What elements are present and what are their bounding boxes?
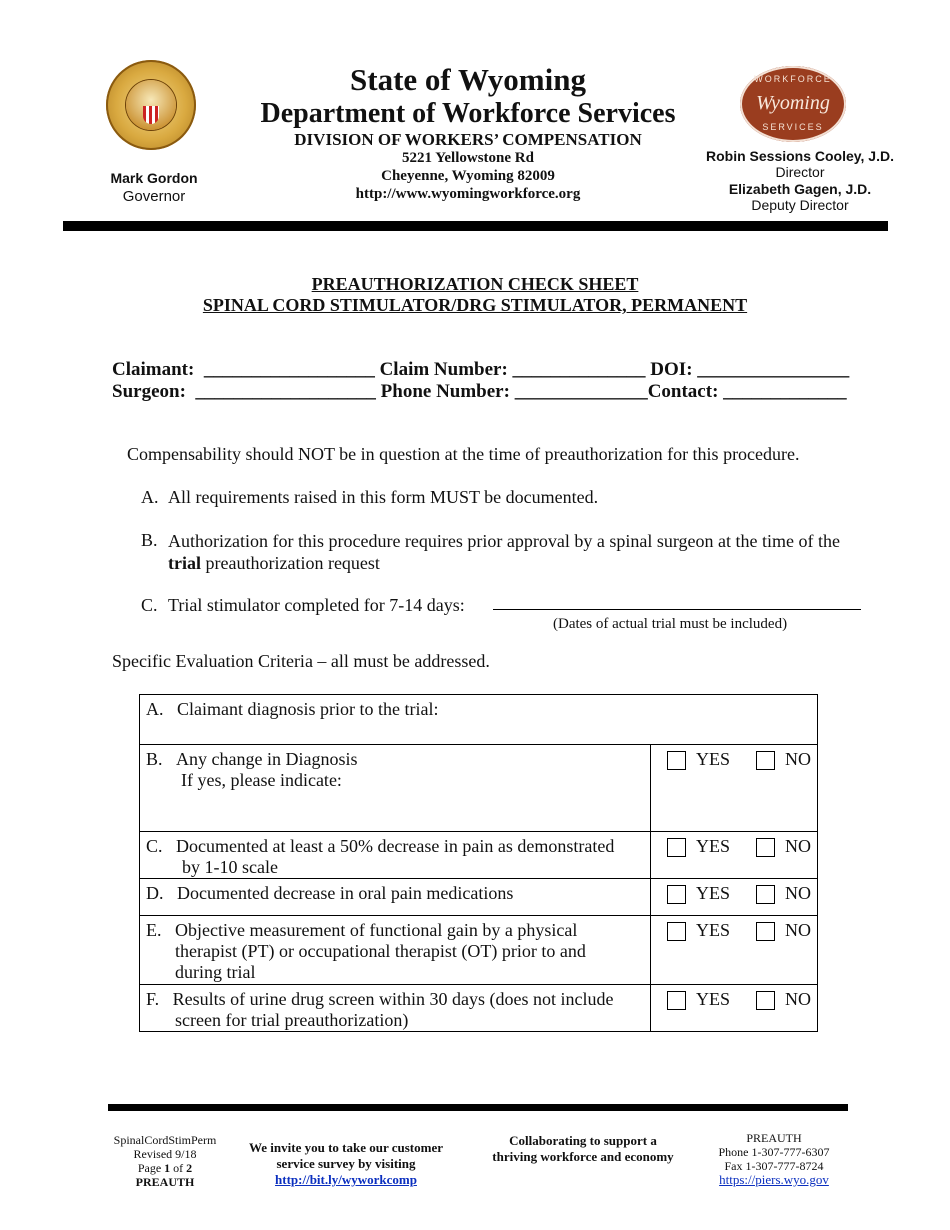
trial-dates-note: (Dates of actual trial must be included) bbox=[553, 616, 788, 632]
criteria-row-e[interactable] bbox=[140, 916, 651, 985]
criteria-row-b[interactable] bbox=[140, 745, 651, 832]
row-text: Documented at least a 50% decrease in pain as demonstrated bbox=[176, 836, 615, 856]
item-a-text: All requirements raised in this form MUST be documented. bbox=[168, 487, 599, 507]
contact-phone: Phone 1-307-777-6307 bbox=[718, 1145, 830, 1159]
yes-no-cell bbox=[651, 916, 818, 985]
collaboration-tagline bbox=[478, 1133, 688, 1165]
page-total: 2 bbox=[186, 1161, 193, 1175]
survey-text-2: service survey by visiting bbox=[276, 1156, 416, 1171]
no-checkbox[interactable] bbox=[756, 885, 775, 904]
criteria-row-f[interactable] bbox=[140, 985, 651, 1032]
item-c-text: Trial stimulator completed for 7-14 days: bbox=[168, 595, 465, 615]
no-checkbox[interactable] bbox=[756, 922, 775, 941]
row-text: therapist (PT) or occupational therapist (OT) prior to and bbox=[175, 941, 586, 961]
footer-divider bbox=[108, 1104, 848, 1111]
preauth-contact bbox=[700, 1131, 848, 1187]
compensability-note: Compensability should NOT be in question at the time of preauthorization for this procedure. bbox=[127, 444, 800, 464]
division-name: DIVISION OF WORKERS’ COMPENSATION bbox=[294, 130, 642, 149]
yes-checkbox[interactable] bbox=[667, 838, 686, 857]
wyoming-great-seal bbox=[106, 60, 196, 150]
logo-middle-text: Wyoming bbox=[756, 92, 830, 114]
row-text: Results of urine drug screen within 30 days (does not include bbox=[172, 989, 614, 1009]
surgeon-info-row[interactable]: Surgeon: ___________________ Phone Number: ______________Contact: _____________ bbox=[112, 381, 847, 402]
survey-invite bbox=[230, 1140, 462, 1188]
table-row bbox=[140, 916, 818, 985]
director-title: Director bbox=[775, 164, 825, 180]
item-b-text-post: preauthorization request bbox=[201, 553, 380, 573]
logo-top-text: WORKFORCE bbox=[754, 74, 832, 84]
tagline-line-1: Collaborating to support a bbox=[509, 1133, 657, 1148]
page-prefix: Page bbox=[137, 1161, 165, 1175]
yes-no-cell bbox=[651, 745, 818, 832]
no-checkbox[interactable] bbox=[756, 838, 775, 857]
page-number: 1 bbox=[164, 1161, 171, 1175]
row-text: Documented decrease in oral pain medications bbox=[177, 883, 514, 903]
form-identifier bbox=[95, 1133, 235, 1189]
no-label: NO bbox=[785, 883, 811, 903]
row-letter: A. bbox=[146, 699, 164, 719]
form-category: PREAUTH bbox=[135, 1175, 195, 1189]
row-text: during trial bbox=[175, 962, 256, 982]
logo-bottom-text: SERVICES bbox=[762, 122, 824, 132]
row-letter: F. bbox=[146, 989, 160, 1009]
address-street: 5221 Yellowstone Rd bbox=[402, 150, 534, 166]
portal-link[interactable]: https://piers.wyo.gov bbox=[719, 1172, 829, 1187]
table-row bbox=[140, 879, 818, 916]
row-text: screen for trial preauthorization) bbox=[175, 1010, 409, 1030]
no-checkbox[interactable] bbox=[756, 991, 775, 1010]
item-a-letter: A. bbox=[141, 487, 159, 507]
table-row bbox=[140, 985, 818, 1032]
yes-label: YES bbox=[696, 920, 731, 940]
yes-no-cell bbox=[651, 879, 818, 916]
item-c-letter: C. bbox=[141, 595, 158, 615]
item-b-text-bold: trial bbox=[168, 553, 201, 573]
form-subtitle: SPINAL CORD STIMULATOR/DRG STIMULATOR, PERMANENT bbox=[202, 295, 748, 315]
department-name: Department of Workforce Services bbox=[260, 98, 676, 129]
page-of: of bbox=[170, 1161, 187, 1175]
form-id: SpinalCordStimPerm bbox=[113, 1133, 217, 1147]
workforce-services-logo bbox=[740, 66, 846, 142]
deputy-title: Deputy Director bbox=[751, 197, 849, 213]
header-divider bbox=[63, 221, 888, 231]
yes-label: YES bbox=[696, 836, 731, 856]
no-checkbox[interactable] bbox=[756, 751, 775, 770]
row-text: Any change in Diagnosis bbox=[176, 749, 358, 769]
trial-dates-line[interactable] bbox=[493, 609, 861, 610]
item-b-text-pre: Authorization for this procedure requires prior approval by a spinal surgeon at the time of the bbox=[168, 531, 840, 551]
table-row bbox=[140, 832, 818, 879]
item-b-text bbox=[168, 530, 848, 574]
survey-link[interactable]: http://bit.ly/wyworkcomp bbox=[275, 1172, 417, 1187]
state-name: State of Wyoming bbox=[350, 62, 586, 97]
no-label: NO bbox=[785, 836, 811, 856]
row-letter: B. bbox=[146, 749, 163, 769]
yes-no-cell bbox=[651, 985, 818, 1032]
criteria-row-a[interactable] bbox=[140, 695, 818, 745]
yes-checkbox[interactable] bbox=[667, 991, 686, 1010]
website-link[interactable]: http://www.wyomingworkforce.org bbox=[355, 186, 581, 202]
yes-checkbox[interactable] bbox=[667, 922, 686, 941]
survey-text-1: We invite you to take our customer bbox=[248, 1140, 444, 1155]
tagline-line-2: thriving workforce and economy bbox=[492, 1149, 674, 1164]
row-letter: C. bbox=[146, 836, 163, 856]
criteria-row-c[interactable] bbox=[140, 832, 651, 879]
no-label: NO bbox=[785, 989, 811, 1009]
contact-title: PREAUTH bbox=[746, 1131, 802, 1145]
criteria-table bbox=[139, 694, 818, 1032]
yes-label: YES bbox=[696, 883, 731, 903]
row-text: by 1-10 scale bbox=[182, 857, 278, 877]
yes-no-cell bbox=[651, 832, 818, 879]
deputy-name: Elizabeth Gagen, J.D. bbox=[728, 181, 872, 197]
row-letter: E. bbox=[146, 920, 162, 940]
governor-name: Mark Gordon bbox=[110, 170, 198, 186]
governor-title: Governor bbox=[122, 188, 186, 205]
row-letter: D. bbox=[146, 883, 164, 903]
no-label: NO bbox=[785, 749, 811, 769]
seal-shield bbox=[143, 106, 159, 124]
revision-date: Revised 9/18 bbox=[133, 1147, 197, 1161]
director-name: Robin Sessions Cooley, J.D. bbox=[705, 148, 894, 164]
address-city: Cheyenne, Wyoming 82009 bbox=[381, 168, 555, 184]
criteria-row-d[interactable] bbox=[140, 879, 651, 916]
item-b-letter: B. bbox=[141, 530, 158, 550]
table-row bbox=[140, 695, 818, 745]
criteria-heading: Specific Evaluation Criteria – all must be addressed. bbox=[112, 651, 490, 671]
yes-checkbox[interactable] bbox=[667, 751, 686, 770]
yes-label: YES bbox=[696, 749, 731, 769]
yes-checkbox[interactable] bbox=[667, 885, 686, 904]
no-label: NO bbox=[785, 920, 811, 940]
page-count bbox=[95, 1161, 235, 1175]
row-text: Objective measurement of functional gain by a physical bbox=[175, 920, 578, 940]
row-text: Claimant diagnosis prior to the trial: bbox=[177, 699, 439, 719]
claimant-info-row[interactable]: Claimant: __________________ Claim Number: ______________ DOI: ________________ bbox=[112, 359, 850, 380]
contact-fax: Fax 1-307-777-8724 bbox=[724, 1159, 824, 1173]
yes-label: YES bbox=[696, 989, 731, 1009]
table-row bbox=[140, 745, 818, 832]
row-text: If yes, please indicate: bbox=[181, 770, 342, 790]
form-title: PREAUTHORIZATION CHECK SHEET bbox=[311, 274, 639, 294]
